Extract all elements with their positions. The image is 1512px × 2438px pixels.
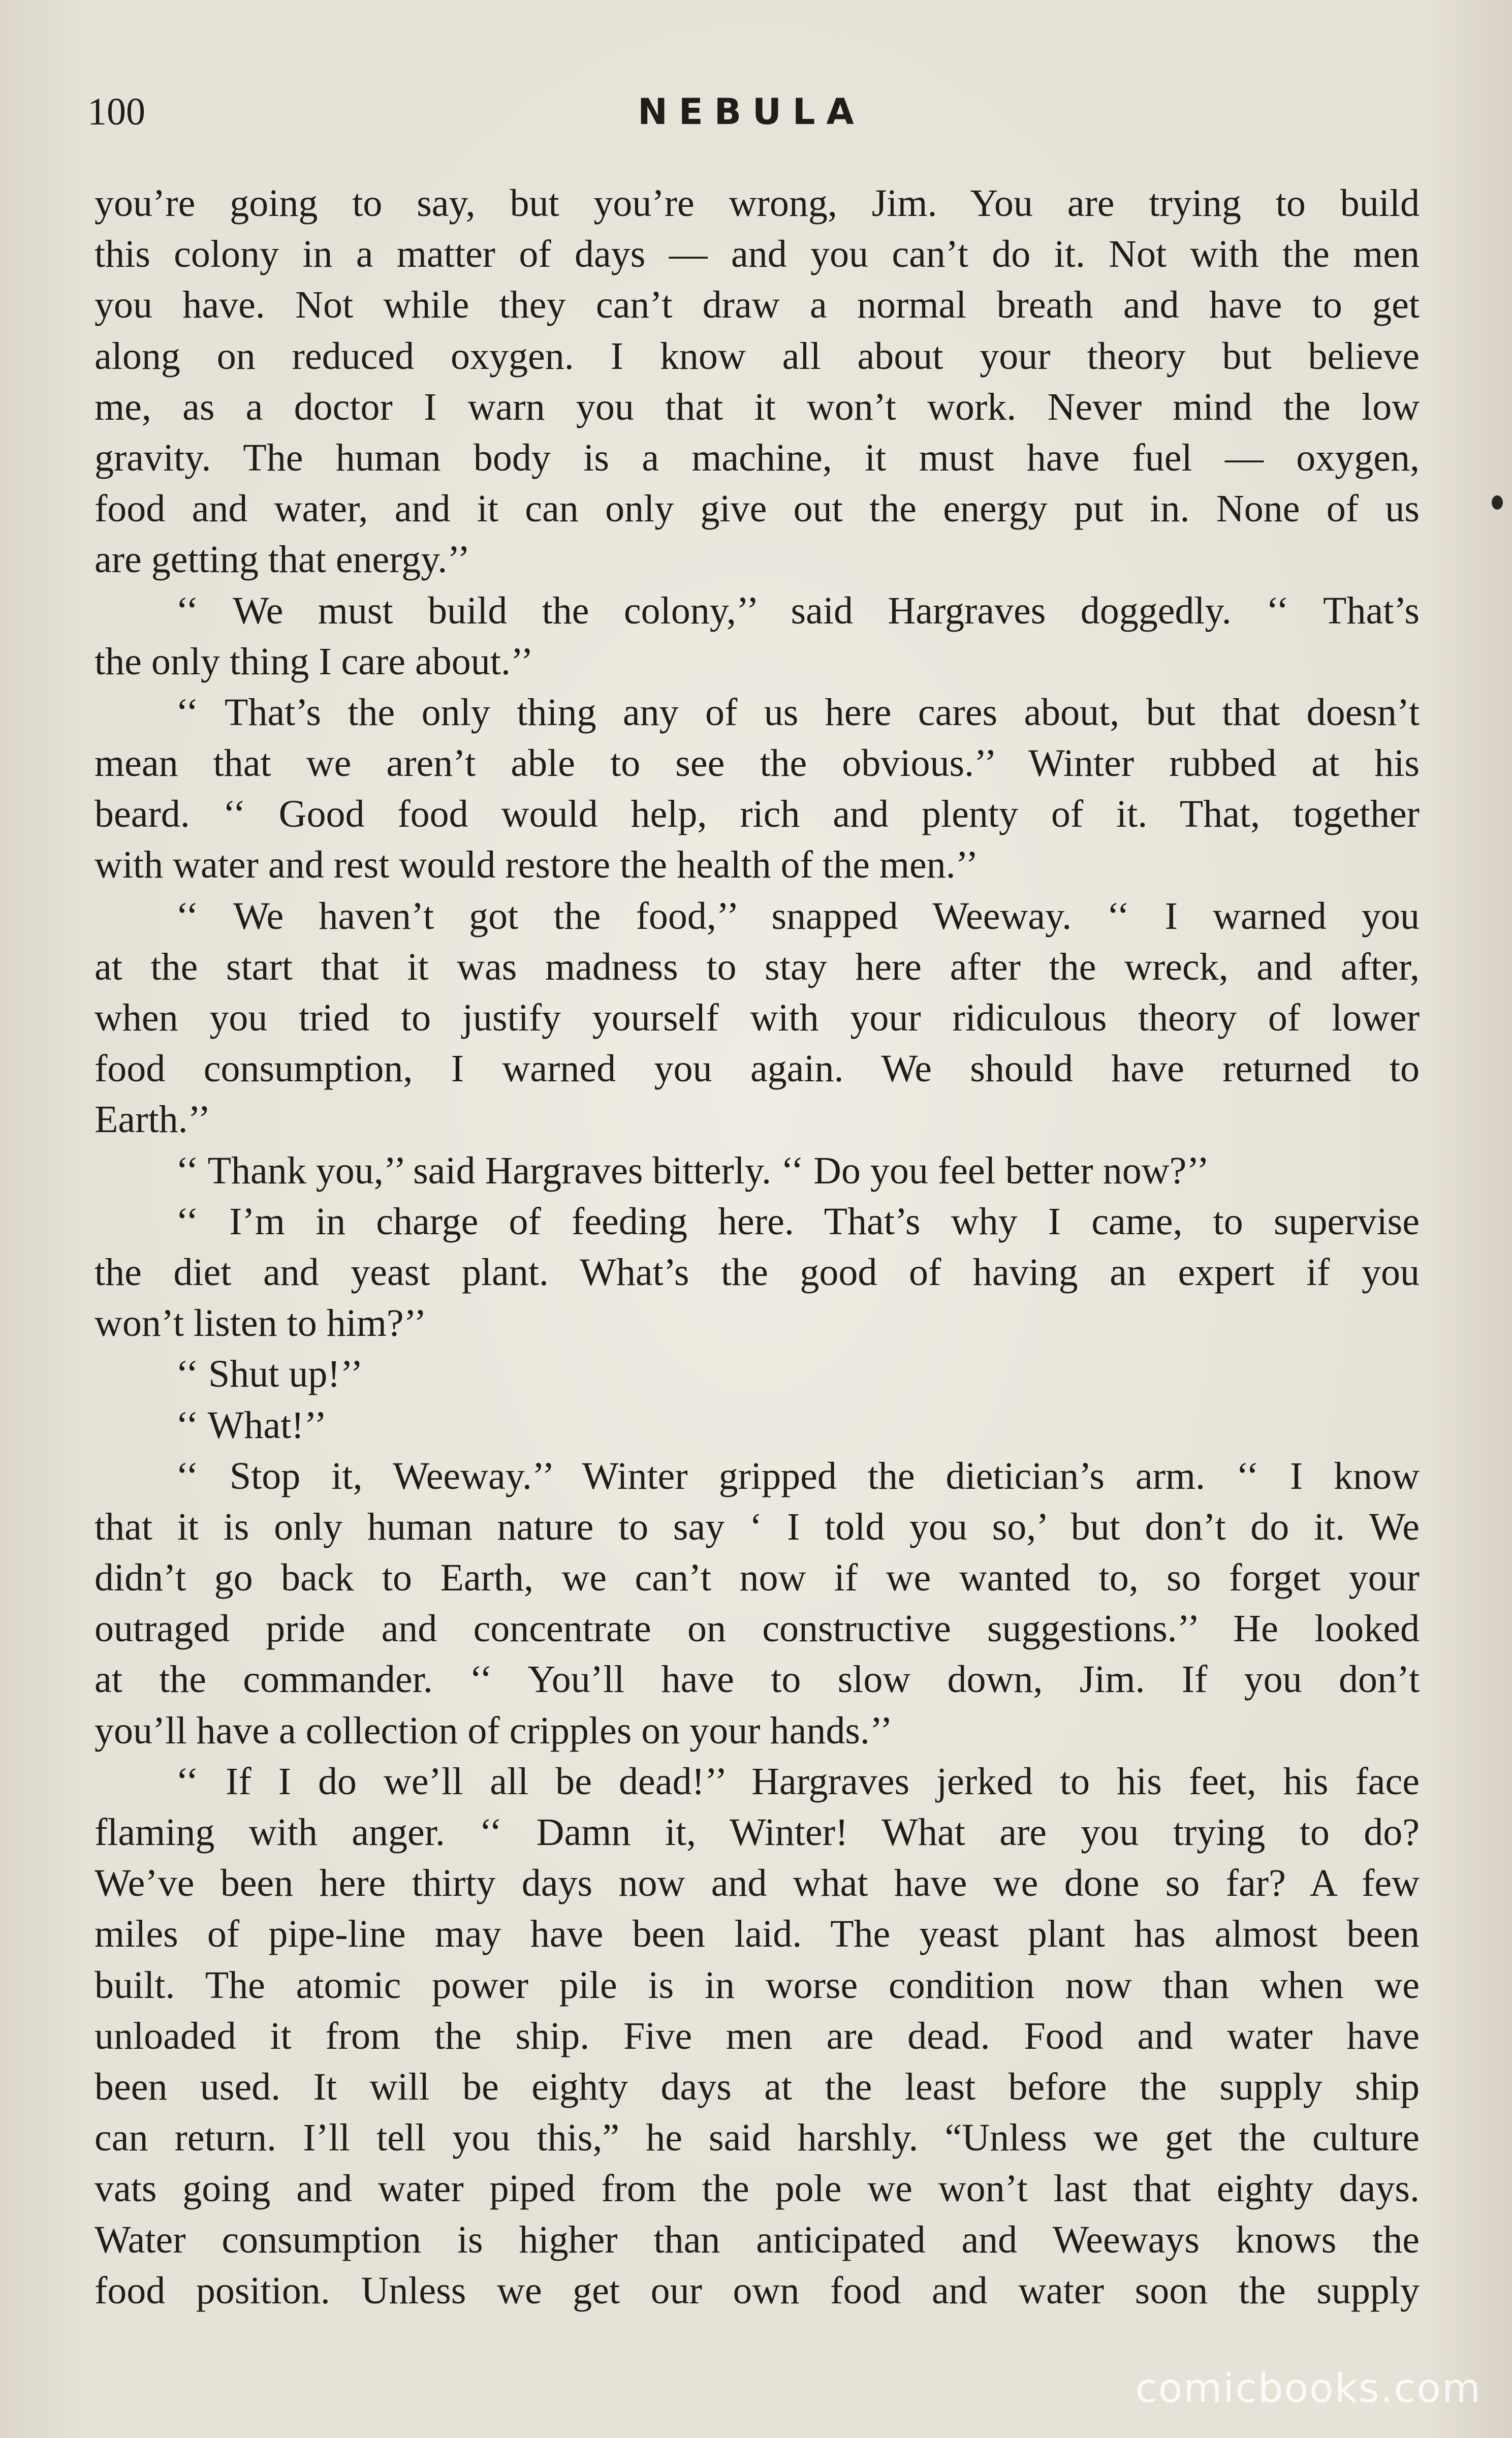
- text-line: the diet and yeast plant. What’s the good of having an expert if you: [94, 1251, 1420, 1294]
- text-line: when you tried to justify yourself with your ridiculous theory of lower: [94, 996, 1420, 1039]
- text-line: ‘‘ I’m in charge of feeding here. That’s why I came, to supervise: [176, 1200, 1420, 1243]
- text-line: you’ll have a collection of cripples on your hands.’’: [94, 1709, 893, 1752]
- text-line: beard. ‘‘ Good food would help, rich and plenty of it. That, together: [94, 793, 1420, 836]
- text-line: miles of pipe-line may have been laid. The yeast plant has almost been: [94, 1913, 1420, 1956]
- text-line: won’t listen to him?’’: [94, 1302, 427, 1345]
- text-line: can return. I’ll tell you this,” he said harshly. “Unless we get the culture: [94, 2116, 1420, 2160]
- text-line: with water and rest would restore the health of the men.’’: [94, 843, 979, 887]
- text-line: unloaded it from the ship. Five men are dead. Food and water have: [94, 2014, 1420, 2057]
- text-line: ‘‘ Shut up!’’: [176, 1353, 363, 1396]
- text-line: at the commander. ‘‘ You’ll have to slow down, Jim. If you don’t: [94, 1658, 1420, 1701]
- text-line: didn’t go back to Earth, we can’t now if we wanted to, so forget your: [94, 1556, 1420, 1600]
- text-line: been used. It will be eighty days at the least before the supply ship: [94, 2065, 1420, 2108]
- text-line: gravity. The human body is a machine, it must have fuel — oxygen,: [94, 436, 1420, 479]
- text-line: flaming with anger. ‘‘ Damn it, Winter! What are you trying to do?: [94, 1811, 1420, 1854]
- text-line: ‘‘ We must build the colony,’’ said Hargraves doggedly. ‘‘ That’s: [176, 589, 1420, 632]
- text-line: Water consumption is higher than anticipated and Weeways knows the: [94, 2218, 1420, 2261]
- ink-speck: [1492, 495, 1503, 510]
- text-line: mean that we aren’t able to see the obvious.’’ Winter rubbed at his: [94, 742, 1420, 785]
- text-line: me, as a doctor I warn you that it won’t work. Never mind the low: [94, 385, 1420, 428]
- text-line: you have. Not while they can’t draw a normal breath and have to get: [94, 284, 1420, 327]
- text-line: built. The atomic power pile is in worse condition now than when we: [94, 1963, 1420, 2007]
- text-line: are getting that energy.’’: [94, 538, 470, 581]
- text-line: ‘‘ Thank you,’’ said Hargraves bitterly. ‘‘ Do you feel better now?’’: [176, 1149, 1210, 1192]
- text-line: that it is only human nature to say ‘ I told you so,’ but don’t do it. We: [94, 1505, 1420, 1548]
- text-line: ‘‘ What!’’: [176, 1403, 327, 1447]
- page-header: [87, 81, 1415, 142]
- text-line: at the start that it was madness to stay here after the wreck, and after,: [94, 945, 1420, 988]
- page-number: 100: [87, 90, 145, 133]
- text-line: along on reduced oxygen. I know all about your theory but believe: [94, 334, 1420, 378]
- text-line: this colony in a matter of days — and you can’t do it. Not with the men: [94, 233, 1420, 276]
- watermark: comicbooks.com: [1135, 2366, 1482, 2412]
- text-line: ‘‘ Stop it, Weeway.’’ Winter gripped the dietician’s arm. ‘‘ I know: [176, 1454, 1420, 1497]
- text-line: Earth.’’: [94, 1098, 211, 1141]
- text-line: food and water, and it can only give out the energy put in. None of us: [94, 487, 1420, 530]
- running-head: NEBULA: [638, 91, 865, 133]
- text-line: food position. Unless we get our own food and water soon the supply: [94, 2269, 1420, 2312]
- text-line: We’ve been here thirty days now and what have we done so far? A few: [94, 1862, 1420, 1905]
- text-line: the only thing I care about.’’: [94, 640, 533, 683]
- text-line: ‘‘ We haven’t got the food,’’ snapped Weeway. ‘‘ I warned you: [176, 894, 1420, 937]
- text-line: ‘‘ That’s the only thing any of us here cares about, but that doesn’t: [176, 691, 1420, 734]
- text-line: you’re going to say, but you’re wrong, Jim. You are trying to build: [94, 182, 1420, 225]
- text-line: vats going and water piped from the pole we won’t last that eighty days.: [94, 2167, 1420, 2210]
- body-text: [94, 178, 1420, 2316]
- text-line: ‘‘ If I do we’ll all be dead!’’ Hargraves jerked to his feet, his face: [176, 1760, 1420, 1803]
- text-line: food consumption, I warned you again. We should have returned to: [94, 1047, 1420, 1090]
- text-line: outraged pride and concentrate on constructive suggestions.’’ He looked: [94, 1607, 1420, 1650]
